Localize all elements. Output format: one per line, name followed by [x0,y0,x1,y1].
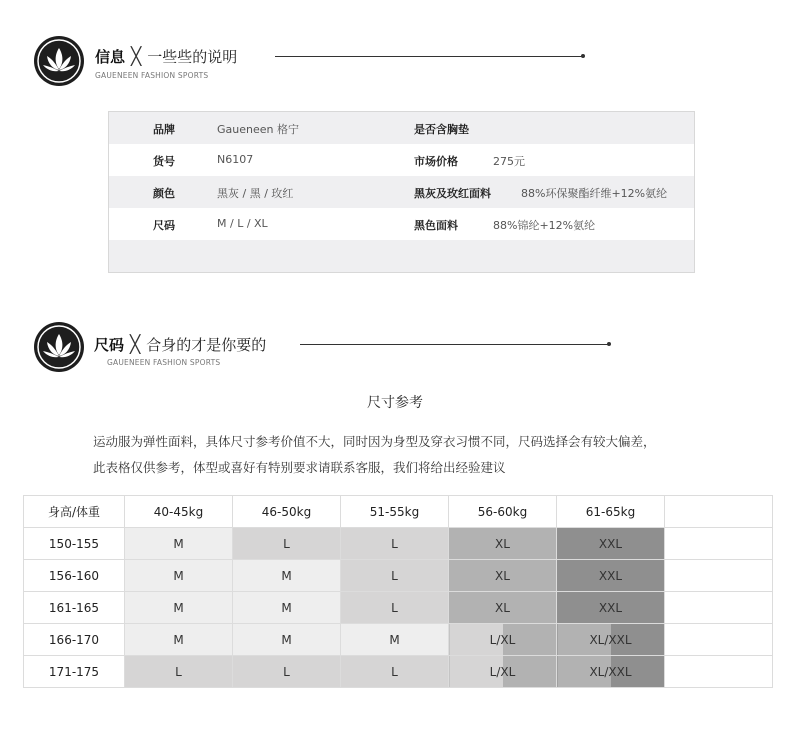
section-title-main: 信息 [95,48,126,66]
size-reference-title: 尺寸参考 [367,395,423,411]
size-cell [665,592,773,624]
weight-column-header: 61-65kg [557,496,665,528]
table-row [24,560,773,592]
size-cell: M [125,592,233,624]
size-cell [665,528,773,560]
height-row-header: 161-165 [24,592,125,624]
section-subtitle: GAUENEEN FASHION SPORTS [95,71,209,80]
size-cell: L [341,528,449,560]
size-cell: M [125,560,233,592]
size-cell: L/XL [449,656,557,688]
lotus-logo-icon [34,322,84,372]
section-title-info [95,46,237,67]
divider-line [300,344,608,345]
size-cell: L [341,560,449,592]
size-cell: XL [449,560,557,592]
divider-line [275,56,582,57]
size-cell: XL [449,592,557,624]
size-cell: XL [449,528,557,560]
info-key: 市场价格 [414,155,458,168]
divider-dot [607,342,611,346]
info-key: 是否含胸垫 [414,123,469,136]
size-cell: L [341,656,449,688]
size-cell: XL/XXL [557,656,665,688]
info-key: 颜色 [153,187,175,200]
section-title-size [94,334,266,355]
info-row [109,112,694,144]
info-row-empty [109,240,694,272]
info-key: 货号 [153,155,175,168]
info-value: 黑灰 / 黑 / 玫红 [217,187,294,200]
size-cell: XXL [557,560,665,592]
height-row-header: 166-170 [24,624,125,656]
separator-icon: ╳ [131,47,142,67]
table-row [24,624,773,656]
size-cell: M [341,624,449,656]
weight-column-header: 56-60kg [449,496,557,528]
height-row-header: 156-160 [24,560,125,592]
info-key: 品牌 [153,123,175,136]
size-cell: L [233,528,341,560]
info-row [109,208,694,240]
info-key: 尺码 [153,219,175,232]
weight-column-header [665,496,773,528]
size-description-line: 运动服为弹性面料，具体尺寸参考价值不大，同时因为身型及穿衣习惯不同，尺码选择会有较大偏差， [93,434,656,449]
section-title-rest: 一些些的说明 [147,48,238,66]
size-cell: M [233,560,341,592]
size-cell: XXL [557,528,665,560]
size-cell: M [125,624,233,656]
table-header-row [24,496,773,528]
table-row [24,528,773,560]
info-value: 275元 [493,155,525,168]
size-cell: L [125,656,233,688]
table-row [24,592,773,624]
section-subtitle: GAUENEEN FASHION SPORTS [107,358,221,367]
weight-column-header: 40-45kg [125,496,233,528]
section-title-main: 尺码 [94,336,125,354]
height-row-header: 150-155 [24,528,125,560]
weight-column-header: 51-55kg [341,496,449,528]
separator-icon: ╳ [130,335,141,355]
section-title-rest: 合身的才是你要的 [146,336,267,354]
lotus-logo-icon [34,36,84,86]
info-row [109,144,694,176]
size-cell: M [233,624,341,656]
table-corner-header: 身高/体重 [24,496,125,528]
divider-dot [581,54,585,58]
info-key: 黑灰及玫红面料 [414,187,491,200]
info-value: N6107 [217,153,254,166]
size-cell: L [341,592,449,624]
size-cell [665,656,773,688]
info-value: 88%环保聚酯纤维+12%氨纶 [521,187,668,200]
size-cell: M [125,528,233,560]
size-cell: XL/XXL [557,624,665,656]
size-cell: M [233,592,341,624]
size-chart-table [23,495,773,688]
size-cell [665,560,773,592]
size-cell [665,624,773,656]
height-row-header: 171-175 [24,656,125,688]
weight-column-header: 46-50kg [233,496,341,528]
size-cell: L [233,656,341,688]
info-value: M / L / XL [217,217,268,230]
info-key: 黑色面料 [414,219,458,232]
table-row [24,656,773,688]
info-row [109,176,694,208]
info-value: 88%锦纶+12%氨纶 [493,219,596,232]
size-cell: XXL [557,592,665,624]
info-value: Gaueneen 格宁 [217,123,299,136]
size-description-line: 此表格仅供参考，体型或喜好有特别要求请联系客服，我们将给出经验建议 [93,460,506,475]
product-info-table [108,111,695,273]
size-cell: L/XL [449,624,557,656]
